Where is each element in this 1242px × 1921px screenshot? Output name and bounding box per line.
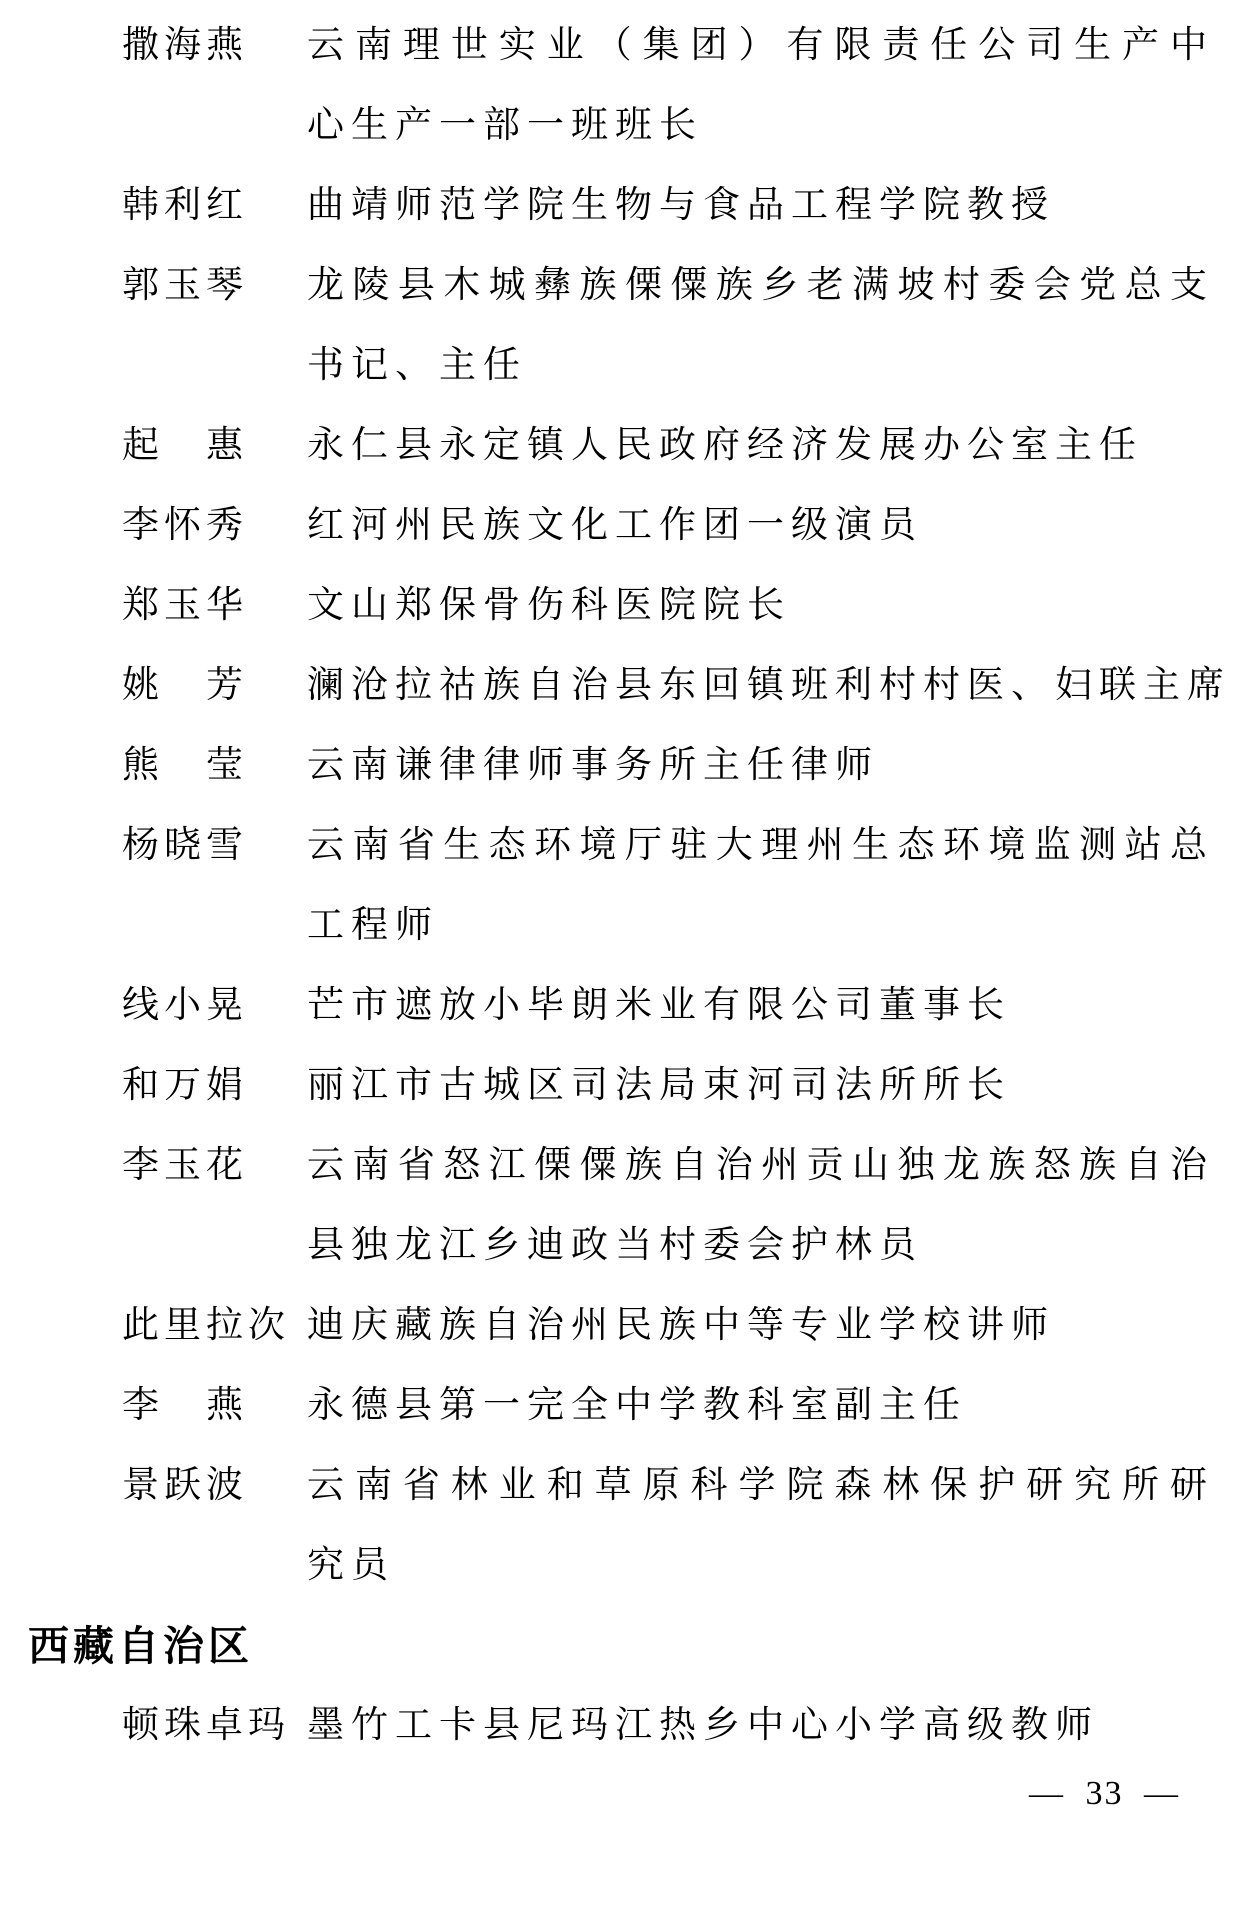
laureate-title-line: 书记、主任 xyxy=(307,345,527,386)
laureate-title-line: 工程师 xyxy=(307,905,439,946)
laureate-entry xyxy=(0,646,1242,726)
laureate-entry xyxy=(0,1286,1242,1366)
page-number: — 33 — xyxy=(1029,1775,1180,1812)
laureate-name: 线小晃 xyxy=(122,985,248,1026)
laureate-entry xyxy=(0,806,1242,966)
laureate-title xyxy=(307,1126,1242,1286)
section-header-tibet: 西藏自治区 xyxy=(28,1623,253,1669)
laureate-title xyxy=(307,1046,1242,1126)
laureate-title-line: 云南省林业和草原科学院森林保护研究所研 xyxy=(307,1465,1207,1506)
laureate-name: 和万娟 xyxy=(122,1065,248,1106)
laureate-title xyxy=(307,1686,1242,1766)
laureate-title xyxy=(307,166,1242,246)
laureate-title xyxy=(307,646,1242,726)
laureate-entry xyxy=(0,486,1242,566)
laureate-title xyxy=(307,406,1242,486)
laureate-title-line: 芒市遮放小毕朗米业有限公司董事长 xyxy=(307,985,1011,1026)
laureate-entry xyxy=(0,6,1242,166)
laureate-title-line: 县独龙江乡迪政当村委会护林员 xyxy=(307,1225,923,1266)
laureate-title xyxy=(307,486,1242,566)
laureate-title xyxy=(307,566,1242,646)
laureate-title-line: 文山郑保骨伤科医院院长 xyxy=(307,585,791,626)
laureate-entry xyxy=(0,1046,1242,1126)
laureate-name: 姚 芳 xyxy=(122,665,248,706)
laureate-name: 李 燕 xyxy=(122,1385,248,1426)
laureate-entry xyxy=(0,966,1242,1046)
laureate-title-line: 龙陵县木城彝族傈僳族乡老满坡村委会党总支 xyxy=(307,265,1207,306)
laureate-title xyxy=(307,1446,1242,1606)
laureate-title xyxy=(307,1286,1242,1366)
laureate-title-line: 究员 xyxy=(307,1545,395,1586)
laureate-entry xyxy=(0,406,1242,486)
laureate-name: 熊 莹 xyxy=(122,745,248,786)
laureate-name: 此里拉次 xyxy=(122,1305,290,1346)
laureate-entry xyxy=(0,246,1242,406)
laureate-name: 撒海燕 xyxy=(122,25,248,66)
laureate-title xyxy=(307,966,1242,1046)
laureate-title xyxy=(307,806,1242,966)
laureate-name: 顿珠卓玛 xyxy=(122,1705,290,1746)
laureate-name: 李怀秀 xyxy=(122,505,248,546)
laureate-entry xyxy=(0,566,1242,646)
laureate-name: 李玉花 xyxy=(122,1145,248,1186)
laureate-entry xyxy=(0,1446,1242,1606)
laureate-name: 杨晓雪 xyxy=(122,825,248,866)
laureate-title xyxy=(307,726,1242,806)
laureate-title-line: 心生产一部一班班长 xyxy=(307,105,703,146)
laureate-title xyxy=(307,246,1242,406)
laureate-title-line: 云南省生态环境厅驻大理州生态环境监测站总 xyxy=(307,825,1207,866)
laureate-title xyxy=(307,1366,1242,1446)
laureate-entry xyxy=(0,166,1242,246)
laureate-title-line: 红河州民族文化工作团一级演员 xyxy=(307,505,923,546)
laureate-title-line: 云南谦律律师事务所主任律师 xyxy=(307,745,879,786)
laureate-title-line: 澜沧拉祜族自治县东回镇班利村村医、妇联主席 xyxy=(307,665,1231,706)
laureate-entry xyxy=(0,726,1242,806)
laureate-title-line: 云南省怒江傈僳族自治州贡山独龙族怒族自治 xyxy=(307,1145,1207,1186)
laureate-entry xyxy=(0,1126,1242,1286)
laureate-title-line: 丽江市古城区司法局束河司法所所长 xyxy=(307,1065,1011,1106)
laureate-title-line: 永德县第一完全中学教科室副主任 xyxy=(307,1385,967,1426)
laureate-title-line: 云南理世实业（集团）有限责任公司生产中 xyxy=(307,25,1207,66)
laureate-entry xyxy=(0,1366,1242,1446)
laureate-entry xyxy=(0,1686,1242,1766)
laureate-name: 起 惠 xyxy=(122,425,248,466)
laureate-title-line: 曲靖师范学院生物与食品工程学院教授 xyxy=(307,185,1055,226)
laureate-name: 景跃波 xyxy=(122,1465,248,1506)
laureate-name: 郑玉华 xyxy=(122,585,248,626)
laureate-title-line: 迪庆藏族自治州民族中等专业学校讲师 xyxy=(307,1305,1055,1346)
laureate-title-line: 墨竹工卡县尼玛江热乡中心小学高级教师 xyxy=(307,1705,1099,1746)
laureate-name: 韩利红 xyxy=(122,185,248,226)
laureate-title-line: 永仁县永定镇人民政府经济发展办公室主任 xyxy=(307,425,1143,466)
laureate-title xyxy=(307,6,1242,166)
laureate-name: 郭玉琴 xyxy=(122,265,248,306)
